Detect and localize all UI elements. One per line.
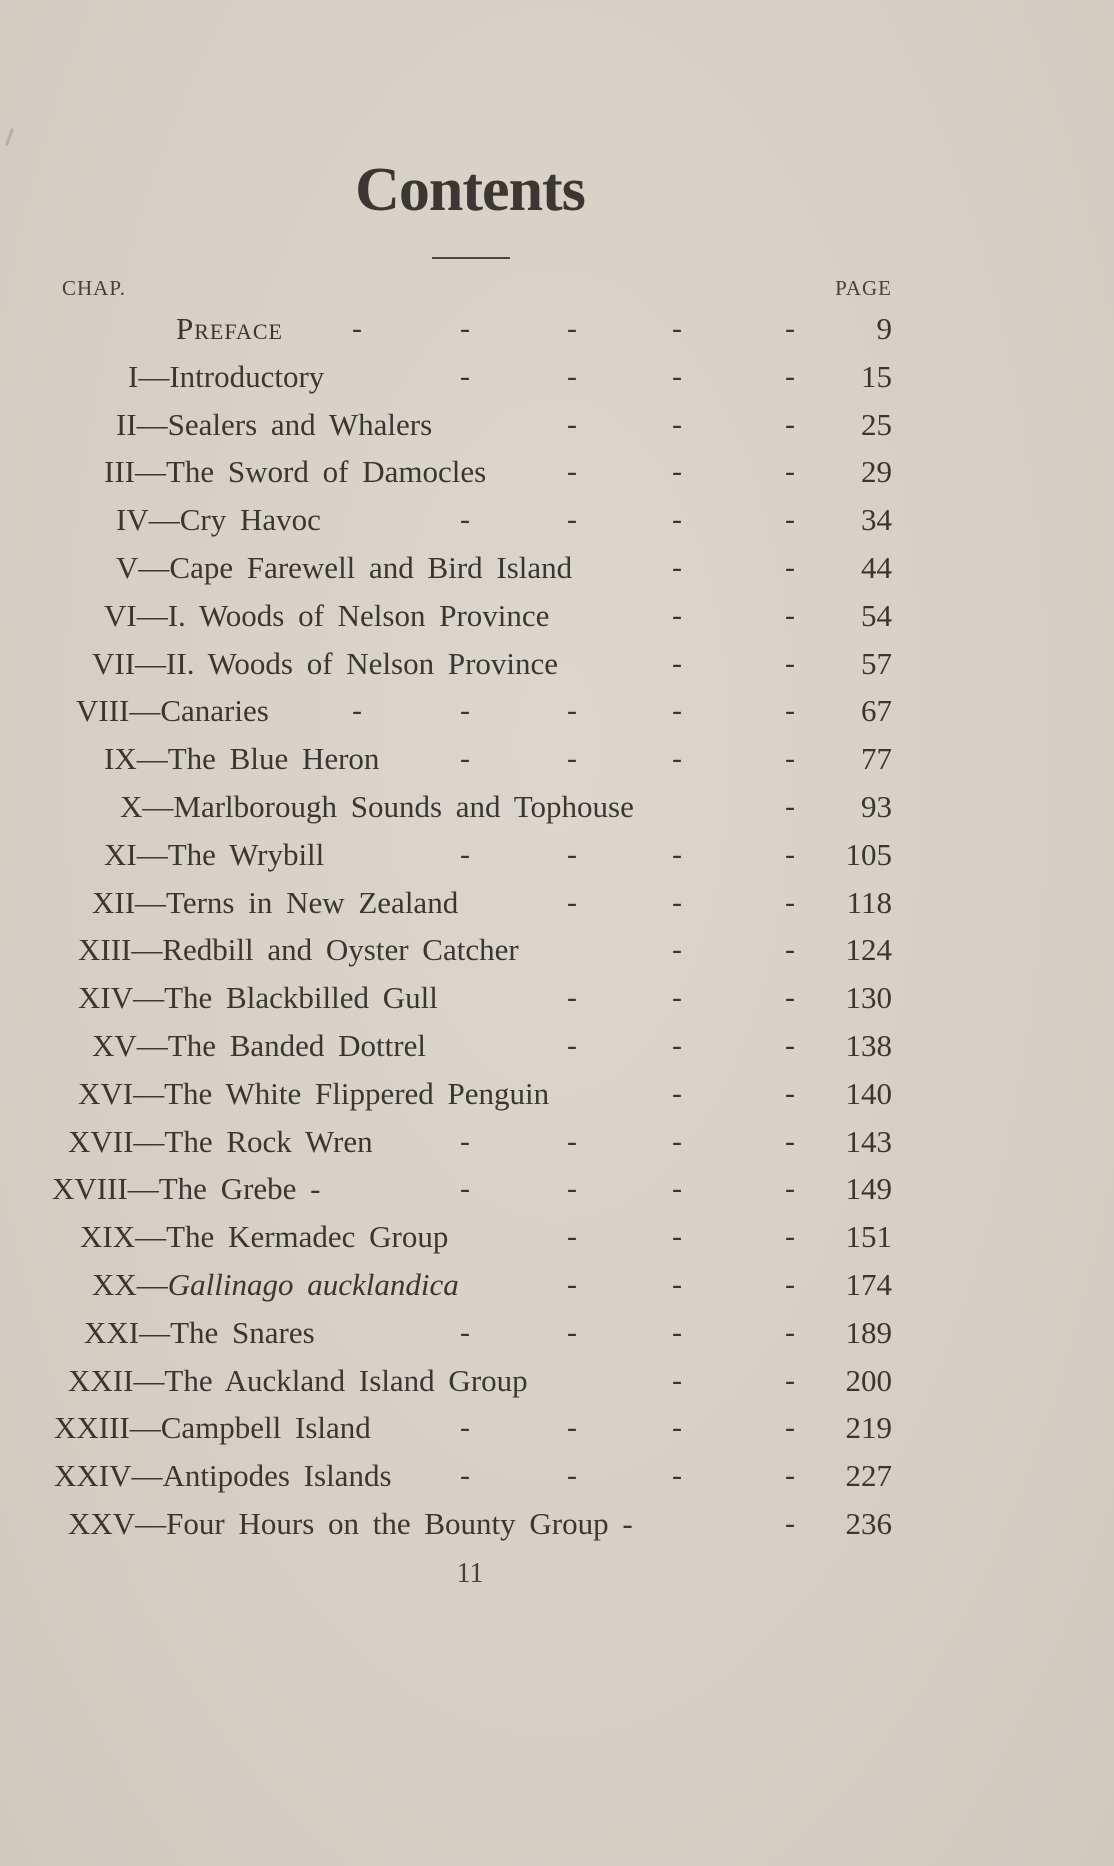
dot-leader: - (672, 1267, 682, 1301)
dot-leader: - (785, 1363, 795, 1397)
dot-leader: - (567, 694, 577, 728)
toc-entry (0, 1358, 1114, 1406)
dot-leader: - (672, 1315, 682, 1349)
dot-leader: - (785, 646, 795, 680)
chapter-number: XXV (68, 1505, 136, 1541)
dot-leader: - (672, 1124, 682, 1158)
dot-leader: - (785, 933, 795, 967)
dot-leader: - (785, 1315, 795, 1349)
toc-entry-title (116, 402, 432, 448)
page-ref: 54 (861, 597, 892, 633)
dot-leader: - (785, 1124, 795, 1158)
dot-leader: - (567, 981, 577, 1015)
page-ref: 29 (861, 454, 892, 490)
toc-entry-title (80, 1214, 448, 1260)
toc-entry (0, 593, 1114, 641)
page-ref: 151 (845, 1219, 892, 1255)
chapter-number: VII (92, 645, 136, 681)
em-dash: — (131, 932, 163, 968)
dot-leader: - (672, 885, 682, 919)
toc-entry (0, 306, 1114, 354)
dot-leader: - (567, 742, 577, 776)
chapter-number: III (104, 454, 135, 490)
dot-leader: - (785, 1506, 795, 1540)
toc-entry-title (54, 1453, 392, 1499)
toc-entry-title (68, 1119, 373, 1165)
em-dash: — (129, 693, 161, 729)
page-ref: 57 (861, 645, 892, 681)
em-dash: — (138, 358, 170, 394)
chapter-number: IX (104, 741, 137, 777)
toc-entry (0, 497, 1114, 545)
page-ref: 130 (845, 980, 892, 1016)
page-blemish (5, 128, 14, 146)
chapter-title: Canaries (160, 693, 269, 729)
dot-leader: - (672, 1076, 682, 1110)
dot-leader: - (672, 646, 682, 680)
page-ref: 118 (846, 884, 892, 920)
dot-leader: - (785, 1172, 795, 1206)
toc-entry (0, 1166, 1114, 1214)
chapter-number: XIII (78, 932, 132, 968)
chapter-title: The Snares (170, 1314, 315, 1350)
dot-leader: - (785, 1076, 795, 1110)
em-dash: — (136, 406, 168, 442)
page-ref: 227 (845, 1458, 892, 1494)
toc-entry-title (78, 1071, 549, 1117)
toc-entry-title (52, 1166, 321, 1212)
dot-leader: - (460, 742, 470, 776)
chapter-number: XVIII (52, 1171, 128, 1207)
dot-leader: - (672, 359, 682, 393)
dot-leader: - (567, 1124, 577, 1158)
page-ref: 236 (845, 1505, 892, 1541)
page-ref: 143 (845, 1123, 892, 1159)
toc-entry-title (92, 1023, 426, 1069)
dot-leader: - (672, 503, 682, 537)
dot-leader: - (785, 1028, 795, 1062)
chapter-title: The Blackbilled Gull (164, 980, 438, 1016)
dot-leader: - (672, 694, 682, 728)
toc-entry (0, 975, 1114, 1023)
toc-entry (0, 402, 1114, 450)
chapter-title: The Grebe - (158, 1171, 321, 1207)
chapter-number: IV (116, 502, 149, 538)
toc-entry-title (104, 736, 379, 782)
em-dash: — (133, 980, 165, 1016)
dot-leader: - (567, 407, 577, 441)
toc-entry-title (120, 784, 634, 830)
toc-entry (0, 354, 1114, 402)
dot-leader: - (672, 1363, 682, 1397)
column-header-chap: CHAP. (62, 276, 126, 300)
dot-leader: - (785, 1267, 795, 1301)
chapter-number: XII (92, 884, 136, 920)
em-dash: — (136, 1027, 168, 1063)
em-dash: — (136, 836, 168, 872)
page-ref: 77 (861, 741, 892, 777)
chapter-number: XIX (80, 1219, 136, 1255)
chapter-title: Marlborough Sounds and Tophouse (173, 788, 634, 824)
toc-entry-title (176, 306, 283, 352)
page-ref: 200 (845, 1362, 892, 1398)
toc-entry-title (104, 593, 549, 639)
chapter-title: Four Hours on the Bounty Group - (166, 1505, 633, 1541)
toc-entry (0, 784, 1114, 832)
toc-entry-title (116, 545, 572, 591)
toc-entry (0, 736, 1114, 784)
dot-leader: - (460, 1172, 470, 1206)
chapter-number: VIII (76, 693, 130, 729)
dot-leader: - (567, 503, 577, 537)
dot-leader: - (567, 312, 577, 345)
em-dash: — (134, 454, 166, 490)
em-dash: — (138, 549, 170, 585)
dot-leader: - (785, 1411, 795, 1445)
dot-leader: - (672, 550, 682, 584)
chapter-title: Introductory (169, 358, 325, 394)
em-dash: — (133, 1075, 165, 1111)
dot-leader: - (460, 1459, 470, 1493)
toc-entry-title (128, 354, 324, 400)
dot-leader: - (352, 312, 362, 345)
dot-leader: - (672, 1459, 682, 1493)
em-dash: — (135, 1219, 167, 1255)
chapter-number: XX (92, 1266, 137, 1302)
toc-entry (0, 1405, 1114, 1453)
dot-leader: - (785, 885, 795, 919)
chapter-number: XIV (78, 980, 134, 1016)
chapter-number: XXII (68, 1362, 134, 1398)
chapter-number: II (116, 406, 137, 442)
chapter-number: XV (92, 1027, 137, 1063)
dot-leader: - (460, 503, 470, 537)
chapter-title: Antipodes Islands (162, 1458, 392, 1494)
page-ref: 93 (861, 788, 892, 824)
dot-leader: - (785, 694, 795, 728)
toc-entry (0, 832, 1114, 880)
chapter-number: XVII (68, 1123, 134, 1159)
toc-entry-title (116, 497, 321, 543)
chapter-title: Preface (176, 311, 283, 346)
dot-leader: - (672, 1172, 682, 1206)
toc-entry-title (104, 449, 486, 495)
toc-entry (0, 1453, 1114, 1501)
chapter-number: XI (104, 836, 137, 872)
em-dash: — (136, 741, 168, 777)
dot-leader: - (567, 1411, 577, 1445)
toc-entry-title (78, 927, 519, 973)
chapter-number: XVI (78, 1075, 134, 1111)
dot-leader: - (460, 1124, 470, 1158)
chapter-number: V (116, 549, 139, 585)
chapter-title: Redbill and Oyster Catcher (162, 932, 519, 968)
dot-leader: - (672, 455, 682, 489)
dot-leader: - (460, 312, 470, 345)
toc-entry (0, 1119, 1114, 1167)
dot-leader: - (785, 837, 795, 871)
dot-leader: - (785, 550, 795, 584)
dot-leader: - (567, 455, 577, 489)
em-dash: — (133, 1362, 165, 1398)
page-ref: 219 (845, 1410, 892, 1446)
em-dash: — (129, 1410, 161, 1446)
page-ref: 124 (845, 932, 892, 968)
toc-entry-title (68, 1358, 528, 1404)
chapter-title: The Banded Dottrel (167, 1027, 426, 1063)
chapter-title: I. Woods of Nelson Province (167, 597, 550, 633)
dot-leader: - (567, 837, 577, 871)
dot-leader: - (672, 837, 682, 871)
chapter-title: The Auckland Island Group (164, 1362, 528, 1398)
chapter-title: The Kermadec Group (166, 1219, 449, 1255)
dot-leader: - (352, 694, 362, 728)
toc-entry (0, 1501, 1114, 1549)
toc-entry (0, 880, 1114, 928)
em-dash: — (135, 884, 167, 920)
dot-leader: - (785, 312, 795, 345)
toc-entry (0, 1310, 1114, 1358)
toc-entry-title (92, 880, 458, 926)
em-dash: — (136, 597, 168, 633)
dot-leader: - (785, 1459, 795, 1493)
dot-leader: - (672, 598, 682, 632)
chapter-title: The White Flippered Penguin (164, 1075, 550, 1111)
chapter-title: Cry Havoc (179, 502, 321, 538)
page-ref: 44 (861, 549, 892, 585)
em-dash: — (136, 1266, 168, 1302)
dot-leader: - (672, 312, 682, 345)
title-rule (432, 257, 510, 259)
dot-leader: - (672, 407, 682, 441)
dot-leader: - (567, 1028, 577, 1062)
toc-entry (0, 1071, 1114, 1119)
toc-entry-title (54, 1405, 371, 1451)
chapter-number: I (128, 358, 139, 394)
toc-entry-title (92, 1262, 459, 1308)
chapter-title: Gallinago aucklandica (167, 1266, 459, 1302)
dot-leader: - (672, 1220, 682, 1254)
toc-entry-title (104, 832, 324, 878)
dot-leader: - (567, 1172, 577, 1206)
em-dash: — (135, 1505, 167, 1541)
column-header-page: PAGE (835, 276, 892, 300)
dot-leader: - (785, 1220, 795, 1254)
dot-leader: - (567, 1459, 577, 1493)
toc-entry (0, 1023, 1114, 1071)
page-ref: 174 (845, 1266, 892, 1302)
chapter-title: II. Woods of Nelson Province (166, 645, 559, 681)
chapter-title: The Blue Heron (167, 741, 380, 777)
dot-leader: - (672, 981, 682, 1015)
page-ref: 138 (845, 1027, 892, 1063)
toc-entry (0, 1214, 1114, 1262)
dot-leader: - (460, 359, 470, 393)
page-ref: 140 (845, 1075, 892, 1111)
chapter-number: XXIII (54, 1410, 130, 1446)
chapter-number: VI (104, 597, 137, 633)
toc-entry-title (76, 688, 269, 734)
toc-entry-title (78, 975, 438, 1021)
dot-leader: - (785, 359, 795, 393)
dot-leader: - (785, 598, 795, 632)
page-ref: 189 (845, 1314, 892, 1350)
em-dash: — (142, 788, 174, 824)
toc-entry (0, 641, 1114, 689)
chapter-title: Cape Farewell and Bird Island (169, 549, 573, 585)
dot-leader: - (567, 1267, 577, 1301)
page-number: 11 (456, 1558, 484, 1589)
chapter-title: The Rock Wren (164, 1123, 373, 1159)
page-ref: 34 (861, 502, 892, 538)
page-ref: 25 (861, 406, 892, 442)
dot-leader: - (672, 1411, 682, 1445)
em-dash: — (148, 502, 180, 538)
dot-leader: - (785, 503, 795, 537)
chapter-title: Campbell Island (160, 1410, 371, 1446)
dot-leader: - (672, 1028, 682, 1062)
dot-leader: - (785, 455, 795, 489)
dot-leader: - (672, 933, 682, 967)
page-ref: 105 (845, 836, 892, 872)
chapter-number: XXIV (54, 1458, 132, 1494)
em-dash: — (133, 1123, 165, 1159)
dot-leader: - (567, 359, 577, 393)
chapter-number: XXI (84, 1314, 140, 1350)
dot-leader: - (672, 742, 682, 776)
dot-leader: - (785, 742, 795, 776)
dot-leader: - (567, 1315, 577, 1349)
chapter-title: Terns in New Zealand (166, 884, 459, 920)
em-dash: — (139, 1314, 171, 1350)
page-ref: 149 (845, 1171, 892, 1207)
dot-leader: - (460, 1411, 470, 1445)
dot-leader: - (460, 837, 470, 871)
page-ref: 9 (876, 311, 892, 346)
dot-leader: - (460, 1315, 470, 1349)
table-of-contents (0, 306, 1114, 1549)
em-dash: — (135, 645, 167, 681)
dot-leader: - (567, 885, 577, 919)
toc-entry-title (68, 1501, 633, 1547)
toc-entry-title (92, 641, 558, 687)
page-ref: 15 (861, 358, 892, 394)
chapter-number: X (120, 788, 143, 824)
toc-entry (0, 449, 1114, 497)
dot-leader: - (785, 981, 795, 1015)
em-dash: — (127, 1171, 159, 1207)
toc-entry (0, 545, 1114, 593)
chapter-title: The Sword of Damocles (165, 454, 487, 490)
dot-leader: - (785, 789, 795, 823)
dot-leader: - (567, 1220, 577, 1254)
dot-leader: - (785, 407, 795, 441)
toc-entry (0, 688, 1114, 736)
toc-entry (0, 927, 1114, 975)
page-title: Contents (355, 156, 585, 224)
toc-entry (0, 1262, 1114, 1310)
chapter-title: The Wrybill (167, 836, 325, 872)
chapter-title: Sealers and Whalers (167, 406, 433, 442)
toc-entry-title (84, 1310, 315, 1356)
dot-leader: - (460, 694, 470, 728)
page-ref: 67 (861, 693, 892, 729)
em-dash: — (131, 1458, 163, 1494)
